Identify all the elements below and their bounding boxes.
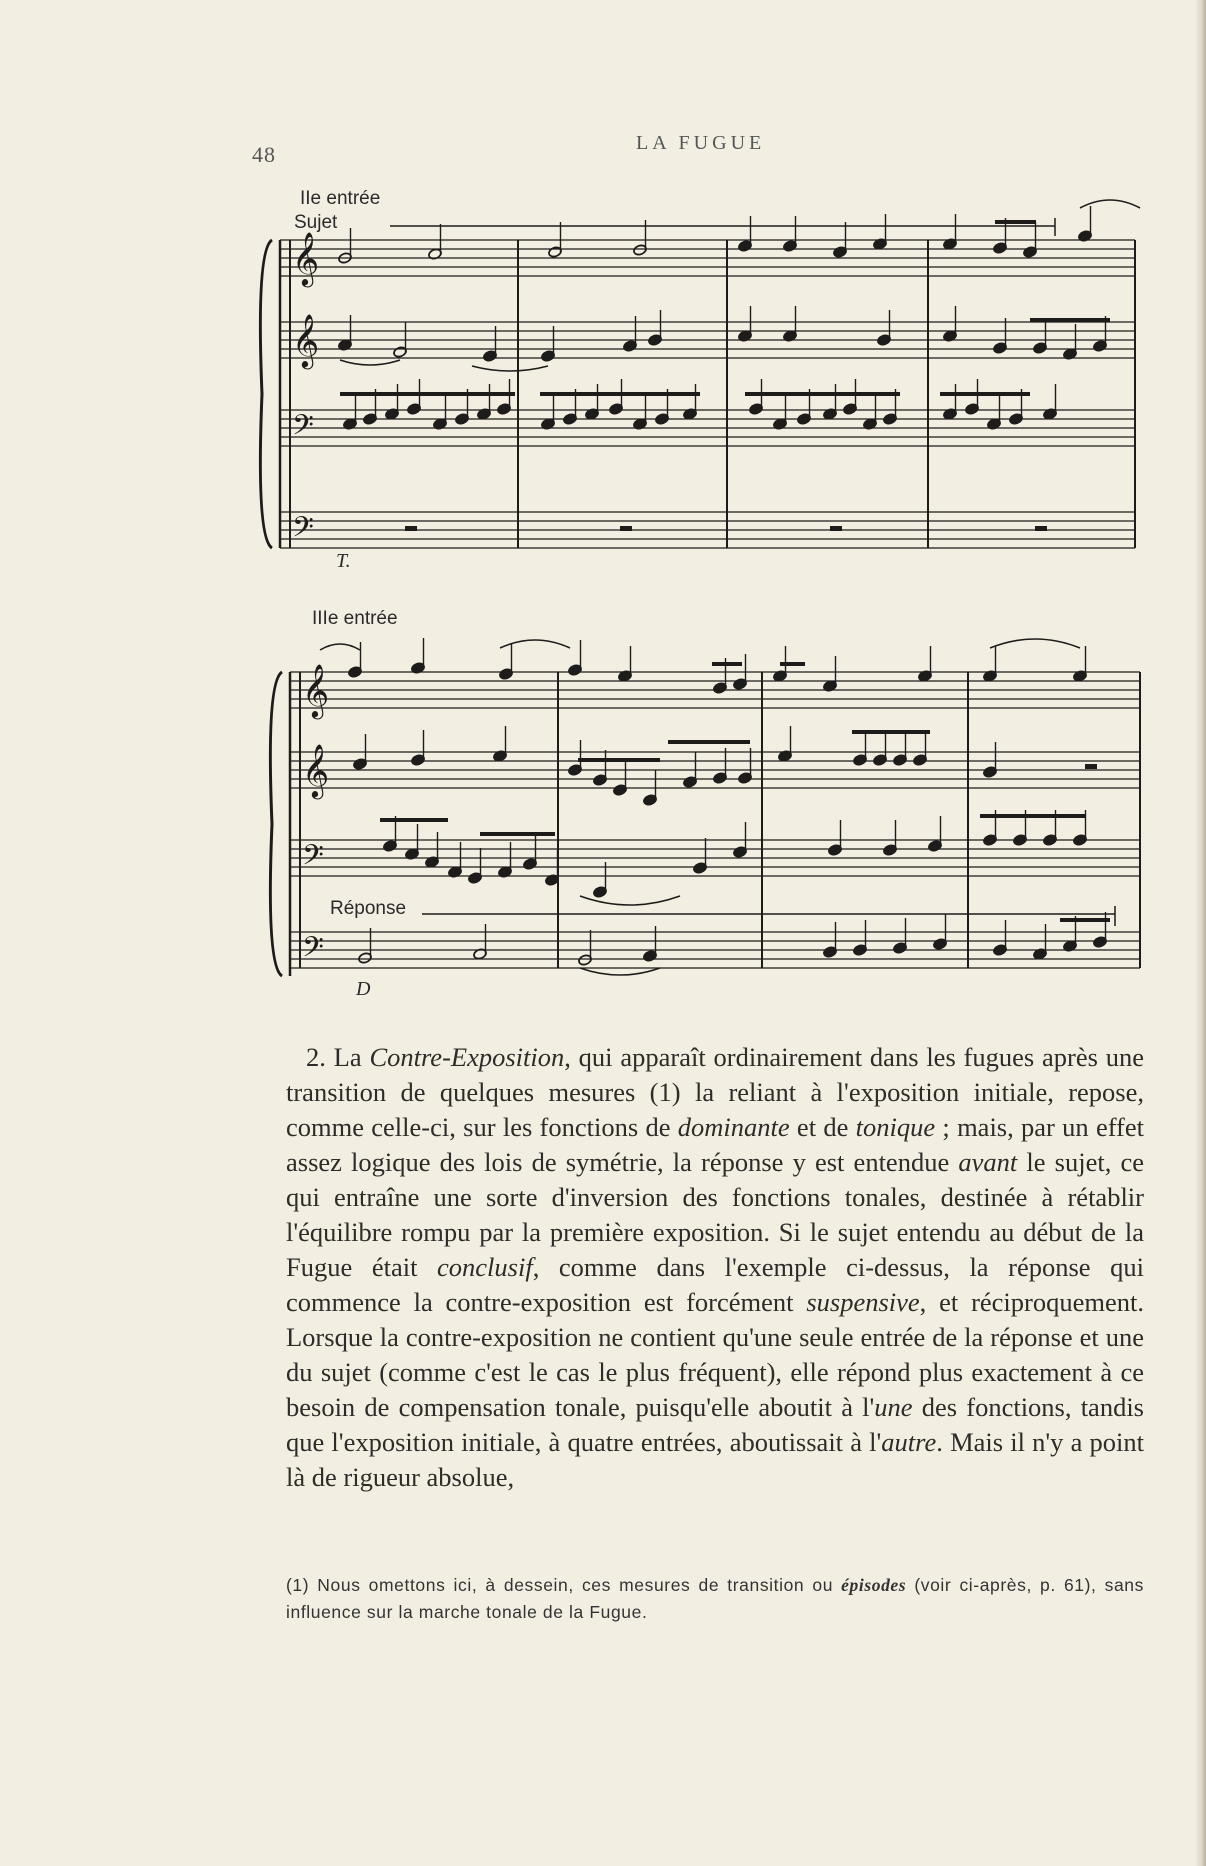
treble-clef-icon: 𝄞 bbox=[302, 743, 330, 797]
body-text-run: . Mais il n'y a point là de rigueur absolue, bbox=[286, 1427, 1144, 1492]
slur bbox=[580, 896, 680, 905]
footnote-term-episodes: épisodes bbox=[841, 1575, 907, 1595]
treble-clef-icon: 𝄞 bbox=[302, 663, 330, 717]
slur bbox=[1080, 200, 1140, 208]
system1-subject-label: Sujet bbox=[294, 212, 338, 233]
paragraph-contre-exposition bbox=[286, 1040, 1144, 1495]
system2-voice-label: D bbox=[356, 978, 371, 1000]
page-number: 48 bbox=[252, 142, 276, 167]
bass-clef-icon: 𝄢 bbox=[302, 931, 324, 971]
bass-clef-icon: 𝄢 bbox=[292, 511, 314, 551]
footnote-text-run: (1) Nous omettons ici, à dessein, ces mesures de transition ou bbox=[286, 1575, 842, 1595]
slur bbox=[580, 968, 660, 975]
system-brace bbox=[260, 240, 272, 548]
body-term-autre: autre bbox=[881, 1427, 937, 1457]
body-term-suspensive: suspensive bbox=[806, 1287, 920, 1317]
slur bbox=[320, 644, 360, 650]
system1-entry-label: IIe entrée bbox=[300, 188, 381, 209]
body-term-dominante: dominante bbox=[677, 1112, 790, 1142]
body-text-run: des fonctions, tandis que l'exposition initiale, à quatre entrées, aboutissait à l' bbox=[286, 1392, 1144, 1457]
slur bbox=[340, 360, 400, 365]
body-term-tonique: tonique bbox=[855, 1112, 936, 1142]
body-term-une: une bbox=[874, 1392, 913, 1422]
body-text-run: , comme dans l'exemple ci-dessus, la réponse qui commence la contre-exposition est forcément bbox=[286, 1252, 1144, 1317]
slur bbox=[990, 639, 1080, 648]
rest-mark bbox=[1085, 764, 1097, 769]
rest-mark bbox=[405, 526, 417, 531]
body-text-run: le sujet, ce qui entraîne une sorte d'inversion des fonctions tonales, destinée à rétablir l'équilibre rompu par la première exposition. Si le sujet entendu au début de la Fugue était bbox=[286, 1147, 1144, 1282]
body-term-avant: avant bbox=[958, 1147, 1018, 1177]
body-paragraph bbox=[286, 1040, 1144, 1495]
body-text-run: ; mais, par un effet assez logique des lois de symétrie, la réponse y est entendue bbox=[286, 1112, 1145, 1177]
footnote bbox=[286, 1572, 1144, 1626]
treble-clef-icon: 𝄞 bbox=[292, 313, 320, 367]
system2-entry-label: IIIe entrée bbox=[312, 608, 398, 629]
bass-clef-icon: 𝄢 bbox=[302, 839, 324, 879]
system2-answer-label: Réponse bbox=[330, 898, 407, 919]
body-term-contre-exposition: Contre-Exposition bbox=[369, 1042, 565, 1072]
body-text-run: , qui apparaît ordinairement dans les fugues après une transition de quelques mesures (1) la reliant à l'exposition initiale, repose, comme celle-ci, sur les fonctions de bbox=[286, 1042, 1144, 1142]
slur bbox=[472, 366, 548, 371]
system-brace bbox=[270, 672, 282, 976]
running-head: LA FUGUE bbox=[636, 132, 766, 154]
rest-mark bbox=[830, 526, 842, 531]
body-text-run: et de bbox=[789, 1112, 856, 1142]
slur bbox=[500, 640, 570, 648]
treble-clef-icon: 𝄞 bbox=[292, 231, 320, 285]
body-text-run: , et réciproquement. Lorsque la contre-exposition ne contient qu'une seule entrée de la réponse et une du sujet (comme c'est le cas le plus fréquent), elle répond plus exactement à ce besoin de compensation tonale, puisqu'elle aboutit à l' bbox=[286, 1287, 1144, 1422]
system1-voice-label: T. bbox=[336, 550, 351, 572]
body-term-conclusif: conclusif bbox=[437, 1252, 533, 1282]
bass-clef-icon: 𝄢 bbox=[292, 409, 314, 449]
rest-mark bbox=[620, 526, 632, 531]
body-text-run: 2. La bbox=[306, 1042, 370, 1072]
footnote-text-run: (voir ci-après, p. 61), sans influence sur la marche tonale de la Fugue. bbox=[286, 1575, 1144, 1622]
rest-mark bbox=[1035, 526, 1047, 531]
